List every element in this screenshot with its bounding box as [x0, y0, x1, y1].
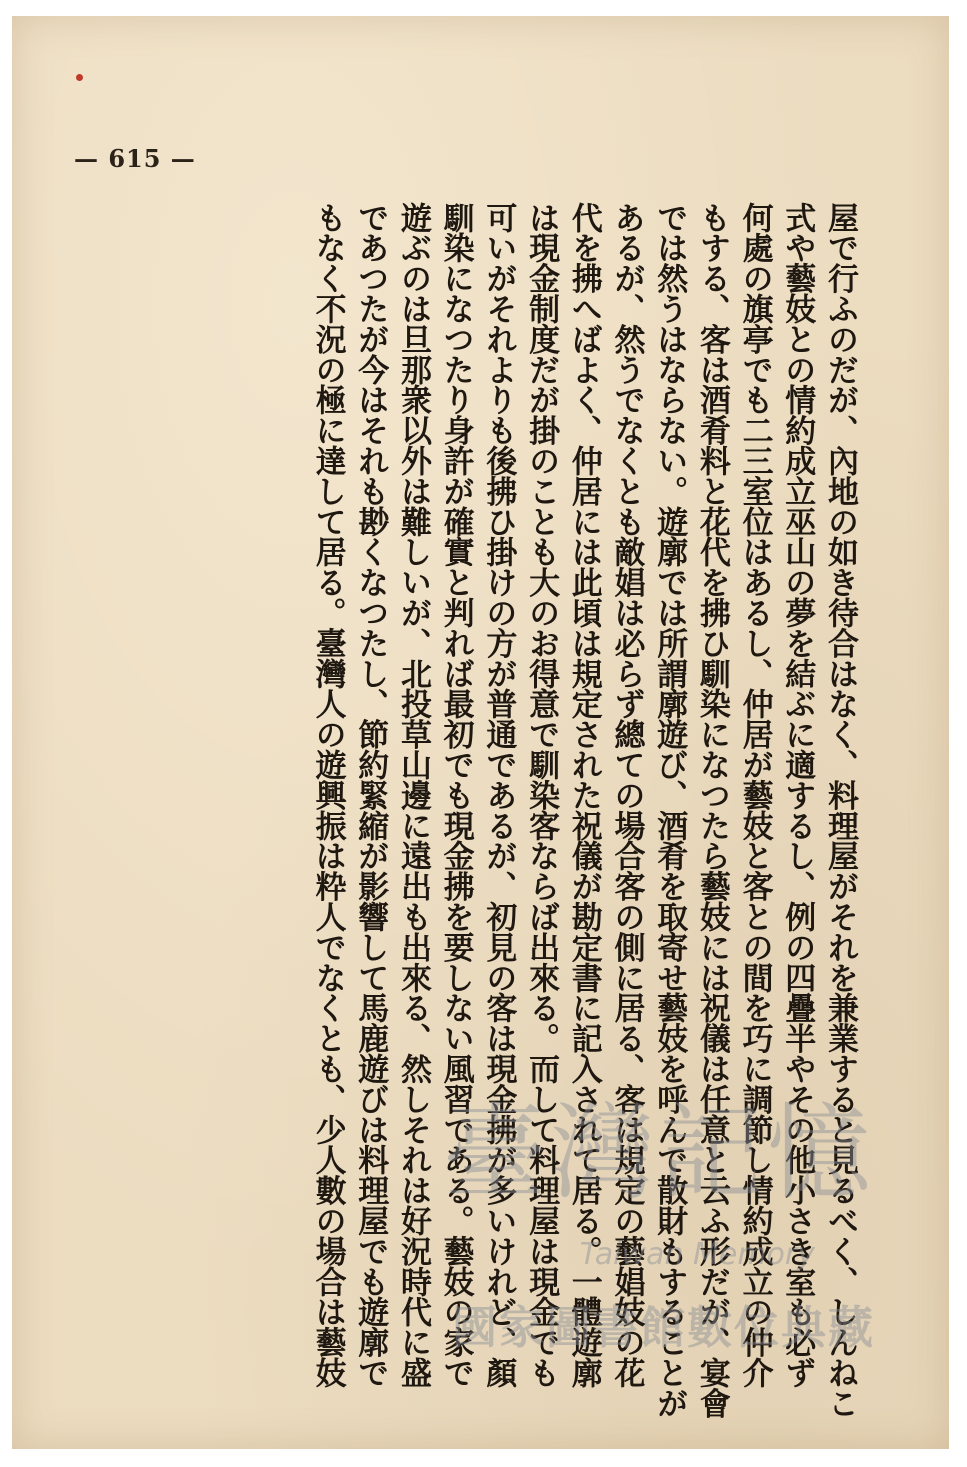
text-line: であつたが今はそれも尠くなつたし、節約緊縮が影響して馬鹿遊びは料理屋でも遊廓で	[352, 202, 389, 1388]
text-line: 式や藝妓との情約成立巫山の夢を結ぶに適するし、例の四疊半やその他小さき室も必ず	[779, 202, 816, 1388]
text-line: あるが、然うでなくとも敵娼は必らず總ての場合客の側に居る、客は規定の藝娼妓の花	[608, 202, 645, 1388]
text-line: は現金制度だが掛のことも大のお得意で馴染客ならば出來る。而して料理屋は現金でも	[523, 202, 560, 1388]
red-ink-dot	[76, 74, 83, 81]
watermark-logo-text: 臺灣記憶	[442, 1092, 875, 1214]
page-number: — 615 —	[74, 144, 196, 173]
text-line: 馴染になつたり身許が確實と判れば最初でも現金拂を要しない風習である。藝妓の家で	[437, 202, 474, 1388]
text-line: 代を拂へばよく、仲居には此頃は規定された祝儀が勘定書に記入されて居る。一體遊廓	[565, 202, 602, 1388]
text-line: 可いがそれよりも後拂ひ掛けの方が普通であるが、初見の客は現金拂が多いけれど、顏	[480, 202, 517, 1388]
book-page	[12, 16, 949, 1449]
watermark-subtitle: Taiwan Memory	[579, 1237, 815, 1272]
text-line: 屋で行ふのだが、內地の如き待合はなく、料理屋がそれを兼業すると見るべく、しんねこ	[822, 202, 858, 1419]
text-line: もなく不況の極に達して居る。臺灣人の遊興振は粋人でなくとも、少人數の場合は藝妓	[309, 202, 346, 1388]
text-line: もする、客は酒肴料と花代を拂ひ馴染になつたら藝妓には祝儀は任意と云ふ形だが、宴會	[693, 202, 730, 1419]
text-line: 何處の旗亭でも二三室位はあるし、仲居が藝妓と客との間を巧に調節し情約成立の仲介	[736, 202, 773, 1388]
text-line: では然うはならない。遊廓では所謂廓遊び、酒肴を取寄せ藝妓を呼んで散財もすることが	[651, 202, 688, 1419]
vertical-body-text	[306, 202, 861, 1419]
watermark-institution: 國家圖書館數位典藏	[451, 1301, 875, 1354]
text-line: 遊ぶのは旦那衆以外は難しいが、北投草山邊に遠出も出來る、然しそれは好況時代に盛	[394, 202, 431, 1388]
